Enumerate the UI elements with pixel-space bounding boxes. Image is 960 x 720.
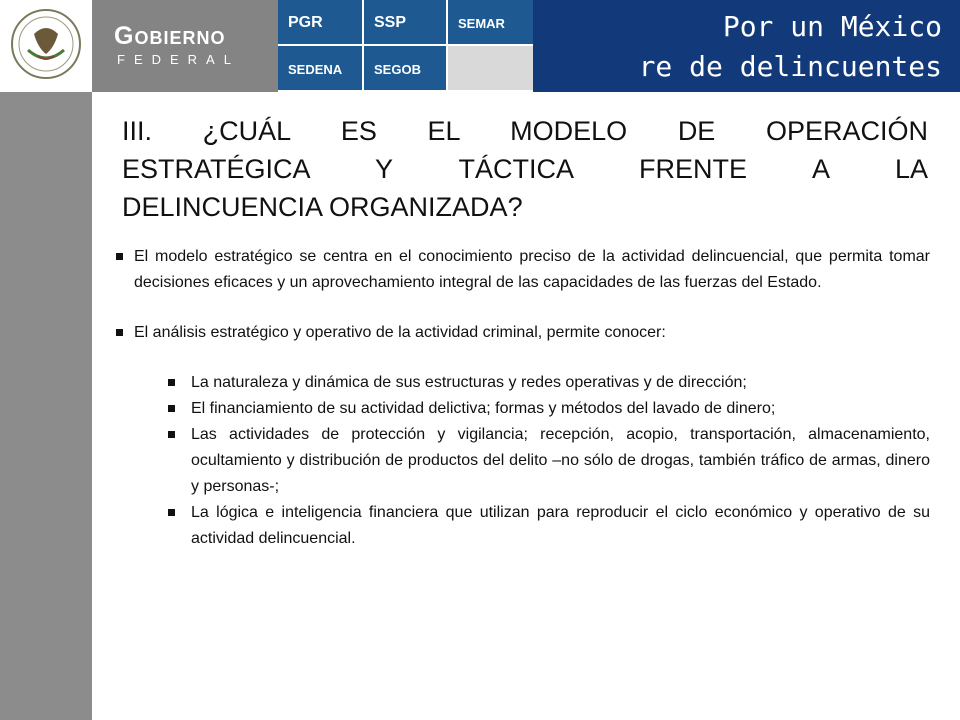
left-sidebar-bar	[0, 92, 92, 720]
square-bullet-icon	[168, 405, 175, 412]
national-seal	[0, 0, 92, 92]
government-logo	[92, 0, 278, 92]
agency-pgr: PGR	[278, 0, 362, 44]
slogan-line-1: Por un México	[722, 10, 942, 43]
gov-title: Gobierno	[114, 22, 226, 50]
square-bullet-icon	[116, 329, 123, 336]
title-line-3: DELINCUENCIA ORGANIZADA?	[122, 192, 523, 222]
square-bullet-icon	[168, 509, 175, 516]
square-bullet-icon	[116, 253, 123, 260]
agency-ssp: SSP	[364, 0, 446, 44]
bullet-item	[112, 244, 930, 296]
title-line-2: ESTRATÉGICA Y TÁCTICA FRENTE A LA	[122, 154, 928, 184]
agency-semar: SEMAR	[448, 0, 533, 44]
sub-bullet-text: La lógica e inteligencia financiera que utilizan para reproducir el ciclo económico y operativo de su actividad delincuencial.	[191, 504, 930, 547]
gov-subtitle: FEDERAL	[117, 52, 240, 67]
bullet-list	[112, 244, 930, 552]
square-bullet-icon	[168, 431, 175, 438]
eagle-seal-icon	[8, 4, 84, 88]
sub-bullet-item	[112, 500, 930, 552]
bullet-text: El modelo estratégico se centra en el conocimiento preciso de la actividad delincuencial, que permita tomar decisiones eficaces y un aprovechamiento integral de las capacidades de las fuerzas del Estado.	[134, 248, 930, 291]
sub-bullet-item	[112, 370, 930, 396]
sub-bullet-item	[112, 422, 930, 500]
slogan-banner	[533, 0, 960, 92]
agency-sedena: SEDENA	[278, 46, 362, 90]
bullet-text: El análisis estratégico y operativo de la actividad criminal, permite conocer:	[134, 324, 666, 341]
sub-bullet-item	[112, 396, 930, 422]
sub-bullet-text: El financiamiento de su actividad delictiva; formas y métodos del lavado de dinero;	[191, 400, 776, 417]
square-bullet-icon	[168, 379, 175, 386]
slogan-line-2: re de delincuentes	[638, 50, 942, 83]
sub-bullet-text: La naturaleza y dinámica de sus estructuras y redes operativas y de dirección;	[191, 374, 747, 391]
agency-blank-tile	[448, 46, 533, 90]
bullet-item	[112, 320, 930, 346]
sub-bullet-text: Las actividades de protección y vigilancia; recepción, acopio, transportación, almacenamiento, ocultamiento y distribución de productos del delito –no sólo de drogas, también tráfico de armas, dinero y personas-;	[191, 426, 930, 495]
title-line-1: III. ¿CUÁL ES EL MODELO DE OPERACIÓN	[122, 116, 928, 146]
slide-title	[122, 112, 928, 226]
agency-segob: SEGOB	[364, 46, 446, 90]
